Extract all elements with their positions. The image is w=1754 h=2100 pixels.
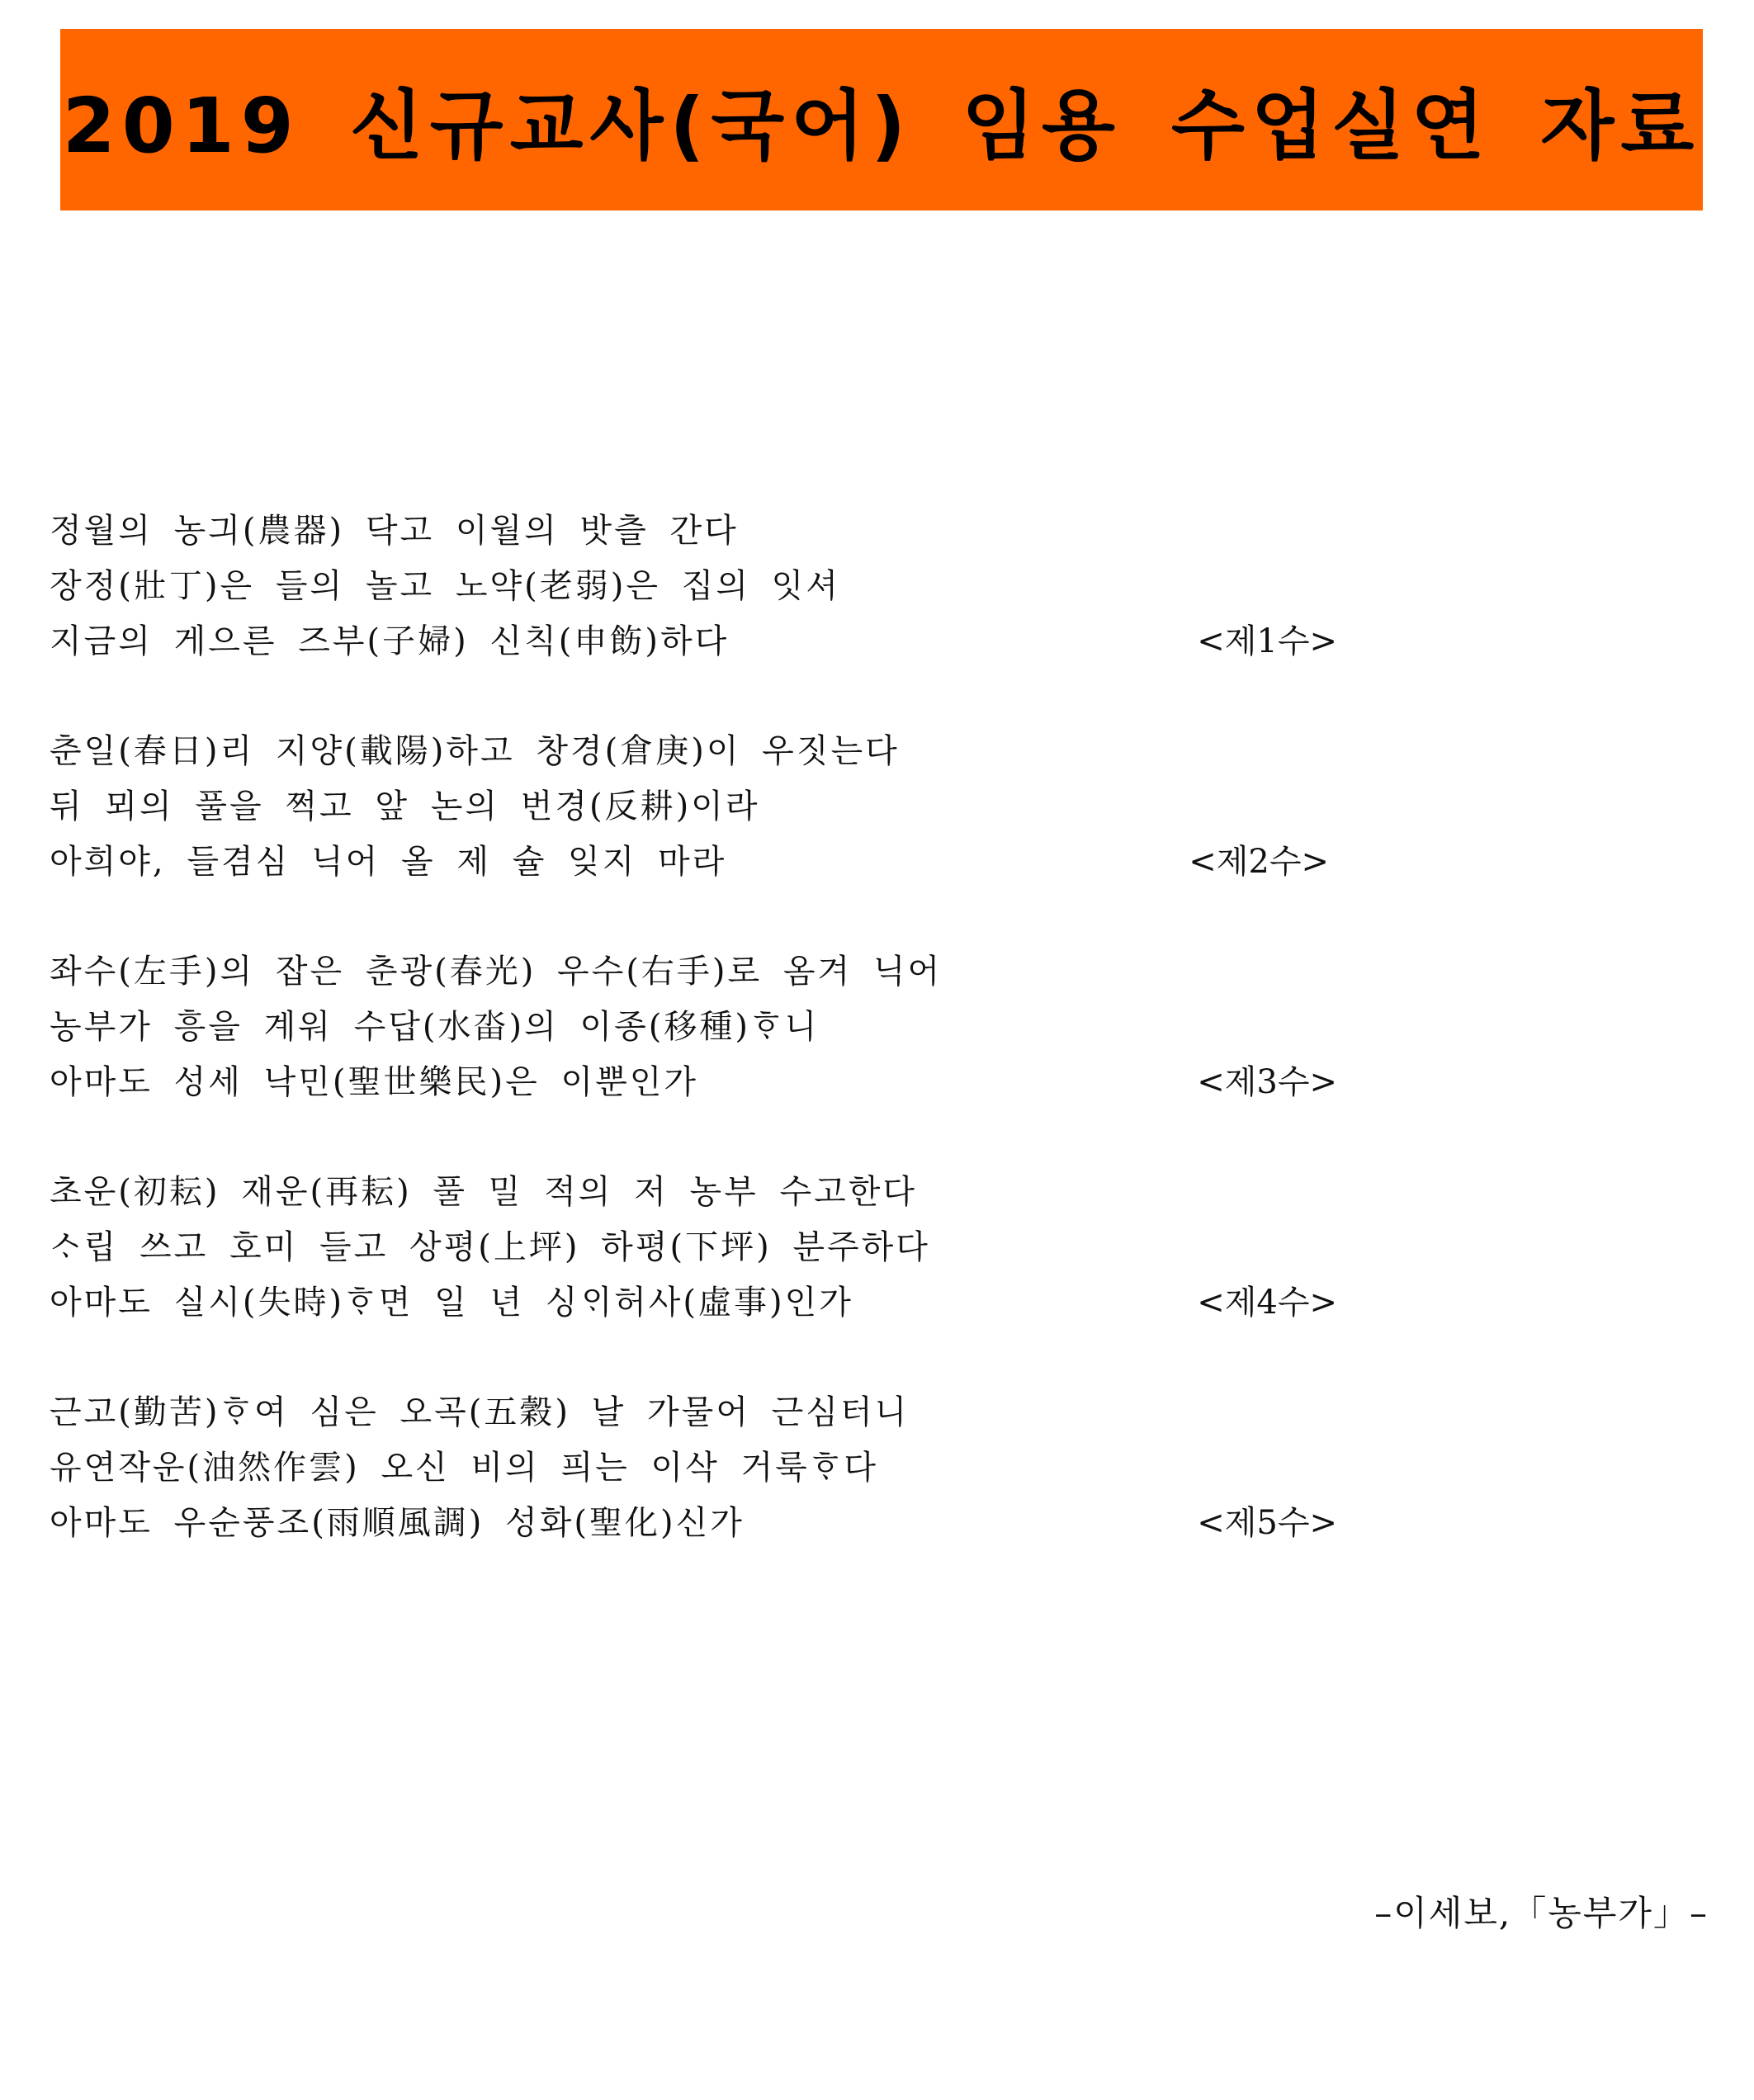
- poem-line: 유연작운(油然作雲) 오신 비의 픠는 이삭 거룩ᄒᆞ다: [50, 1449, 879, 1487]
- stanza-label: <제2수>: [1189, 843, 1329, 881]
- poem-line: 장정(壯丁)은 들의 놀고 노약(老弱)은 집의 잇셔: [50, 567, 840, 605]
- poem-line: 아마도 성세 낙민(聖世樂民)은 이뿐인가: [50, 1063, 699, 1101]
- poem: [50, 504, 1337, 1606]
- poem-line: 아마도 우순풍조(雨順風調) 성화(聖化)신가: [50, 1504, 745, 1542]
- stanza-label: <제3수>: [1197, 1063, 1337, 1101]
- poem-line: 농부가 흥을 계워 수답(水畓)의 이종(移種)ᄒᆞ니: [50, 1008, 820, 1046]
- stanza-5: [50, 1385, 1337, 1551]
- poem-line: 뒤 뫼의 풀을 쩍고 앞 논의 번경(反耕)이라: [50, 788, 760, 825]
- document-title: 2019 신규교사(국어) 임용 수업실연 자료: [62, 82, 1701, 170]
- poem-line: 아마도 실시(失時)ᄒᆞ면 일 년 싱ᄋᆡ허사(虛事)인가: [50, 1284, 853, 1322]
- poem-line: 좌수(左手)의 잡은 춘광(春光) 우수(右手)로 옴겨 닉어: [50, 953, 943, 991]
- stanza-2: [50, 724, 1337, 890]
- stanza-label: <제5수>: [1197, 1504, 1337, 1542]
- poem-line: 정월의 농긔(農器) 닥고 이월의 밧츨 간다: [50, 512, 739, 550]
- poem-line: 지금의 게으른 즈부(子婦) 신칙(申飭)하다: [50, 622, 730, 660]
- poem-line: 춘일(春日)리 지양(載陽)하고 창경(倉庚)이 우짓는다: [50, 732, 900, 770]
- poem-line: 근고(勤苦)ᄒᆞ여 심은 오곡(五穀) 날 가물어 근심터니: [50, 1393, 910, 1431]
- poem-line: 아희야, 들겸심 닉어 올 제 슐 잊지 마라: [50, 843, 727, 881]
- title-banner: [60, 29, 1703, 210]
- stanza-label: <제4수>: [1197, 1284, 1337, 1322]
- poem-line: ᄉᆞ립 쓰고 호미 들고 상평(上坪) 하평(下坪) 분주하다: [50, 1228, 930, 1266]
- stanza-1: [50, 504, 1337, 669]
- poem-line: 초운(初耘) 재운(再耘) 풀 밀 적의 저 농부 수고한다: [50, 1173, 918, 1211]
- attribution: –이세보,「농부가」–: [1374, 1893, 1709, 1933]
- stanza-4: [50, 1165, 1337, 1331]
- stanza-label: <제1수>: [1197, 622, 1337, 660]
- stanza-3: [50, 944, 1337, 1110]
